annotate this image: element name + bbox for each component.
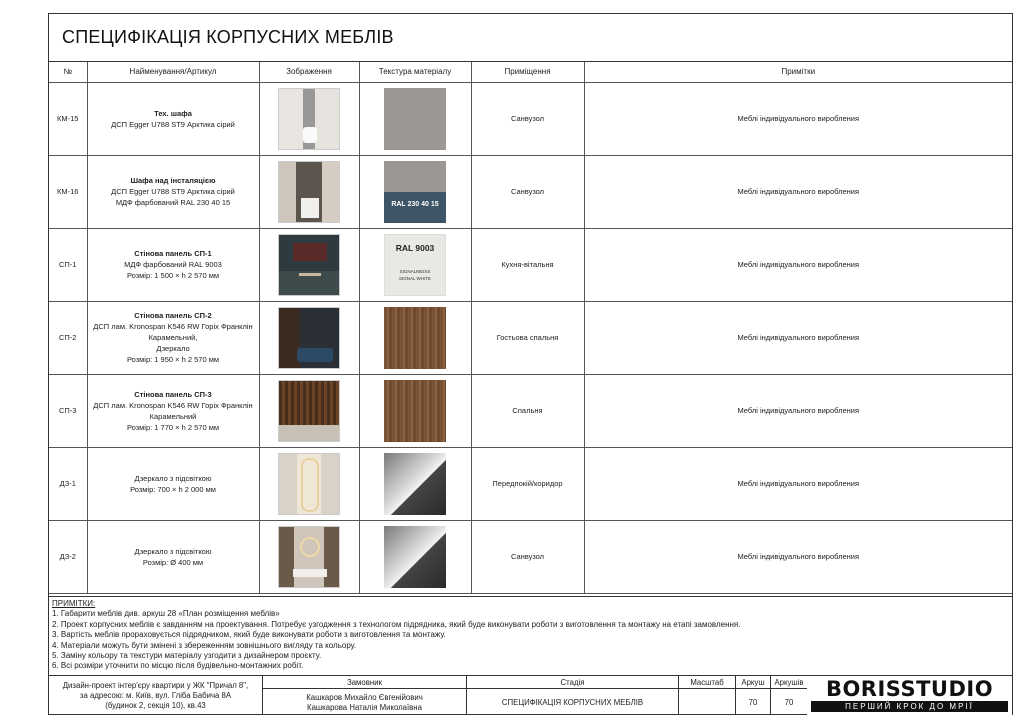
item-spec: МДФ фарбований RAL 230 40 15 xyxy=(115,198,231,207)
col-header-num: № xyxy=(49,62,87,82)
item-title: Тех. шафа xyxy=(154,108,192,118)
row-texture xyxy=(359,520,471,593)
item-spec: ДСП лам. Kronospan K546 RW Горіх Франклін xyxy=(93,400,253,410)
item-spec: Розмір: 1 500 × h 2 570 мм xyxy=(126,271,220,280)
col-header-texture: Текстура матеріалу xyxy=(359,62,471,82)
project-line: (будинок 2, секція 10), кв.43 xyxy=(105,700,206,710)
sheets-label: Аркушів xyxy=(771,676,807,689)
table-row xyxy=(49,155,1012,228)
row-room: Спальня xyxy=(471,374,584,447)
row-name xyxy=(87,82,259,155)
row-num: ДЗ-1 xyxy=(49,447,87,520)
item-spec: ДСП Egger U788 ST9 Арктика сірий xyxy=(111,187,235,196)
row-note: Меблі індивідуального виробления xyxy=(584,155,1012,228)
item-spec: Карамельний, xyxy=(148,333,198,342)
row-texture xyxy=(359,301,471,374)
row-note: Меблі індивідуального виробления xyxy=(584,82,1012,155)
row-image xyxy=(259,301,359,374)
row-room: Передпокій/коридор xyxy=(471,447,584,520)
scale-label: Масштаб xyxy=(679,676,735,689)
sheet-cell xyxy=(735,676,770,715)
note-item: 1. Габарити меблів див. аркуш 28 «План розміщення меблів» xyxy=(52,609,280,619)
row-texture xyxy=(359,155,471,228)
table-row xyxy=(49,82,1012,155)
customer-cell xyxy=(262,676,466,715)
item-spec: Розмір: 1 770 × h 2 570 мм xyxy=(126,422,220,432)
customer-name: Кашкарова Наталія Миколаївна xyxy=(307,702,422,712)
col-header-room: Приміщення xyxy=(471,62,584,82)
texture-swatch xyxy=(384,380,446,442)
stage-value: СПЕЦИФІКАЦІЯ КОРПУСНИХ МЕБЛІВ xyxy=(501,697,644,707)
row-note: Меблі індивідуального виробления xyxy=(584,228,1012,301)
item-photo xyxy=(278,88,340,150)
item-title: Стінова панель СП-3 xyxy=(134,389,212,399)
scale-value xyxy=(679,690,735,715)
spec-sheet xyxy=(48,13,1013,715)
texture-sublabel: SIGNAL WHITE xyxy=(398,275,432,281)
table-row xyxy=(49,301,1012,374)
item-spec: МДФ фарбований RAL 9003 xyxy=(124,260,222,269)
row-num: ДЗ-2 xyxy=(49,520,87,593)
row-room: Санвузол xyxy=(471,82,584,155)
row-note: Меблі індивідуального виробления xyxy=(584,301,1012,374)
row-num: СП-3 xyxy=(49,374,87,447)
table-header-row xyxy=(49,62,1012,82)
row-name xyxy=(87,228,259,301)
item-photo xyxy=(278,161,340,223)
scale-cell xyxy=(678,676,735,715)
item-spec: ДСП лам. Kronospan K546 RW Горіх Франклін xyxy=(93,322,253,331)
row-image xyxy=(259,82,359,155)
stage-label: Стадія xyxy=(467,676,678,689)
texture-swatch xyxy=(384,453,446,515)
row-note: Меблі індивідуального виробления xyxy=(584,520,1012,593)
item-spec: Дзеркало з підсвіткою xyxy=(134,546,212,556)
texture-swatch xyxy=(384,234,446,296)
row-image xyxy=(259,520,359,593)
texture-sublabel: SIGNALWEISS xyxy=(399,268,431,274)
item-photo xyxy=(278,453,340,515)
row-image xyxy=(259,447,359,520)
row-name xyxy=(87,374,259,447)
item-title: Шафа над інсталяцією xyxy=(130,176,216,185)
row-num: КМ-15 xyxy=(49,82,87,155)
row-image xyxy=(259,228,359,301)
row-texture xyxy=(359,82,471,155)
note-item: 2. Проект корпусних меблів є завданням на проектування. Потребує узгодження з технологом підрядника, який буде виконувати роботи з виготовлення та монтажу на етапі замовлення. xyxy=(52,619,741,629)
row-note: Меблі індивідуального виробления xyxy=(584,374,1012,447)
item-photo xyxy=(278,234,340,296)
row-room: Санвузол xyxy=(471,155,584,228)
row-num: СП-1 xyxy=(49,228,87,301)
project-line: за адресою: м. Київ, вул. Гліба Бабича 8А xyxy=(79,690,232,700)
row-image xyxy=(259,155,359,228)
customer-label: Замовник xyxy=(263,676,466,689)
stage-cell xyxy=(466,676,678,715)
col-header-name: Найменування/Артикул xyxy=(87,62,259,82)
row-image xyxy=(259,374,359,447)
row-texture xyxy=(359,228,471,301)
col-header-image: Зображення xyxy=(259,62,359,82)
row-name xyxy=(87,447,259,520)
texture-swatch xyxy=(384,88,446,150)
page-title: СПЕЦИФІКАЦІЯ КОРПУСНИХ МЕБЛІВ xyxy=(62,27,394,47)
row-name xyxy=(87,520,259,593)
row-name xyxy=(87,301,259,374)
project-line: Дизайн-проект інтер'єру квартири у ЖК "Причал 8", xyxy=(62,680,249,690)
note-item: 6. Всі розміри уточнити по місцю після будівельно-монтажних робіт. xyxy=(52,661,304,671)
item-title: Стінова панель СП-2 xyxy=(134,311,212,320)
item-spec: Розмір: 1 950 × h 2 570 мм xyxy=(126,355,220,364)
brand-slogan: ПЕРШИЙ КРОК ДО МРІЇ xyxy=(811,701,1008,712)
row-texture xyxy=(359,447,471,520)
row-texture xyxy=(359,374,471,447)
item-spec: ДСП Egger U788 ST9 Арктика сірий xyxy=(111,119,235,129)
brand-wordmark: BORISSTUDIO xyxy=(825,677,994,701)
table-row xyxy=(49,374,1012,447)
sheets-value: 70 xyxy=(784,697,794,707)
item-photo xyxy=(278,526,340,588)
texture-swatch xyxy=(384,161,446,223)
table-row xyxy=(49,447,1012,520)
table-row xyxy=(49,228,1012,301)
item-spec: Карамельний xyxy=(149,411,197,421)
texture-swatch xyxy=(384,307,446,369)
texture-label: RAL 9003 xyxy=(395,242,435,253)
col-header-notes: Примітки xyxy=(584,62,1012,82)
notes-heading: ПРИМІТКИ: xyxy=(52,599,96,608)
row-room: Гостьова спальня xyxy=(471,301,584,374)
row-num: КМ-16 xyxy=(49,155,87,228)
brand-logo xyxy=(807,676,1012,715)
item-spec: Дзеркало xyxy=(156,344,190,353)
spec-table xyxy=(49,62,1012,594)
row-num: СП-2 xyxy=(49,301,87,374)
item-spec: Розмір: 700 × h 2 000 мм xyxy=(130,484,216,494)
sheets-cell xyxy=(770,676,807,715)
item-photo xyxy=(278,380,340,442)
project-info xyxy=(49,676,262,715)
note-item: 4. Матеріали можуть бути змінені з збереженням зовнішнього вигляду та кольору. xyxy=(52,640,357,650)
row-room: Кухня-вітальня xyxy=(471,228,584,301)
row-name xyxy=(87,155,259,228)
note-item: 3. Вартість меблів прораховується підрядником, який буде виконувати роботи з виготовлення та монтажу. xyxy=(52,630,446,640)
item-spec: Дзеркало з підсвіткою xyxy=(134,473,212,483)
table-row xyxy=(49,520,1012,593)
sheet-label: Аркуш xyxy=(736,676,770,689)
title-bar xyxy=(49,14,1012,62)
row-room: Санвузол xyxy=(471,520,584,593)
item-title: Стінова панель СП-1 xyxy=(134,249,212,258)
note-item: 5. Заміну кольору та текстури матеріалу узгодити з дизайнером проєкту. xyxy=(52,651,322,661)
customer-name: Кашкаров Михайло Євгенійович xyxy=(306,692,423,702)
row-note: Меблі індивідуального виробления xyxy=(584,447,1012,520)
item-spec: Розмір: Ø 400 мм xyxy=(142,557,204,567)
sheet-value: 70 xyxy=(748,697,758,707)
item-photo xyxy=(278,307,340,369)
texture-label: RAL 230 40 15 xyxy=(391,200,439,208)
texture-swatch xyxy=(384,526,446,588)
